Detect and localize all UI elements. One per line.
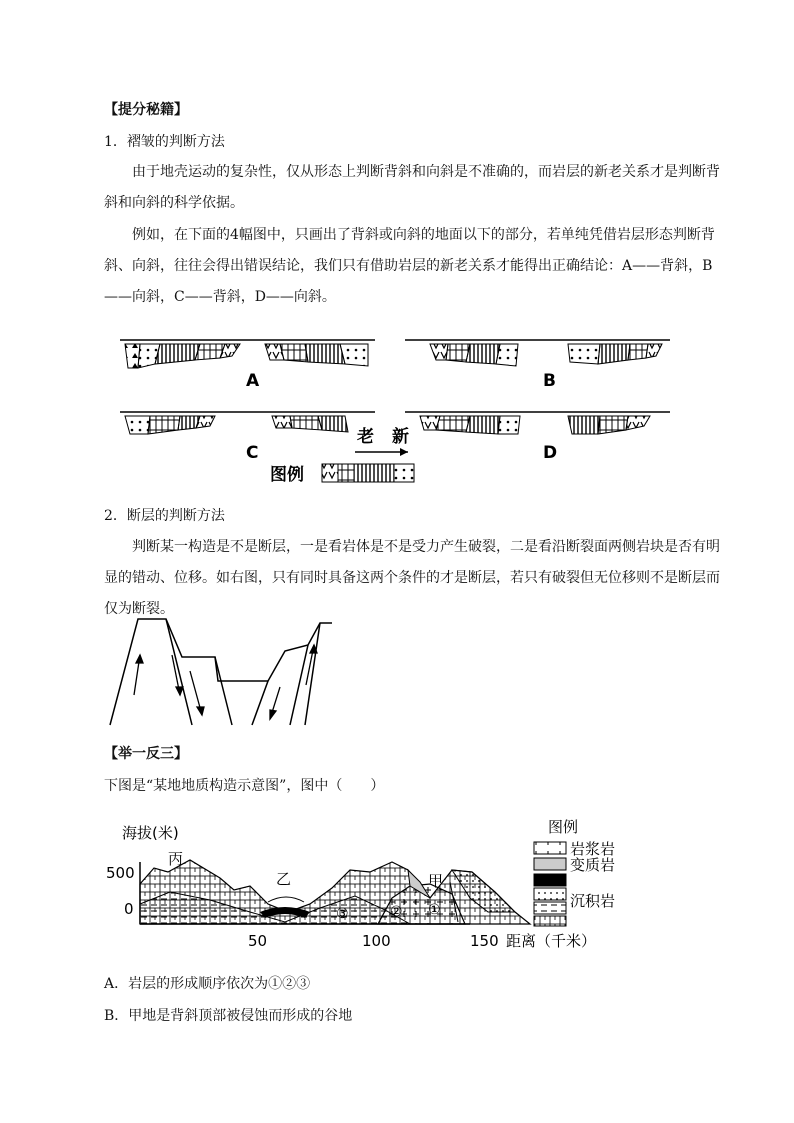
y-axis-label: 海拔(米) — [122, 824, 179, 842]
fold-label-c: C — [246, 443, 259, 463]
place-yi: 乙 — [276, 870, 292, 888]
legend-sedimentary: 沉积岩 — [570, 892, 616, 910]
legend-swatch-sed-4 — [534, 916, 566, 926]
mark-3: ③ — [336, 906, 349, 922]
heading-fold-method: 1．褶皱的判断方法 — [104, 134, 225, 150]
y-tick-0: 0 — [124, 900, 134, 918]
x-tick-100: 100 — [362, 932, 391, 950]
legend-swatch-igneous — [534, 842, 566, 854]
question-text: 下图是“某地地质构造示意图”，图中（ ） — [104, 778, 385, 794]
fold-label-d: D — [543, 443, 558, 463]
legend-metamorphic: 变质岩 — [570, 856, 616, 874]
x-tick-150: 150 — [470, 932, 499, 950]
mark-1: ① — [428, 902, 441, 918]
mark-2: ② — [390, 904, 403, 920]
geo-figure — [106, 812, 670, 962]
x-axis-label: 距离（千米） — [506, 932, 597, 950]
geo-legend-title: 图例 — [548, 818, 579, 836]
fold-figure — [0, 330, 794, 490]
fold-legend-swatches — [322, 464, 414, 482]
fault-figure — [110, 615, 340, 730]
place-jia: 甲 — [428, 872, 444, 890]
paragraph-fold-intro: 由于地壳运动的复杂性，仅从形态上判断背斜和向斜是不准确的，而岩层的新老关系才是判断背斜和向斜的科学依据。 — [104, 164, 720, 211]
y-tick-500: 500 — [106, 864, 135, 882]
legend-swatch-sed-3 — [534, 902, 566, 914]
heading-fault-method: 2．断层的判断方法 — [104, 508, 225, 524]
fold-label-a: A — [246, 371, 260, 391]
paragraph-fold-example: 例如，在下面的4幅图中，只画出了背斜或向斜的地面以下的部分，若单纯凭借岩层形态判断背斜、向斜，往往会得出错误结论，我们只有借助岩层的新老关系才能得出正确结论：A——背斜，B——向斜，C——背斜，D——向斜。 — [104, 227, 715, 305]
arrow-label-new: 新 — [392, 427, 409, 447]
place-bing: 丙 — [168, 850, 184, 868]
legend-swatch-sed-2 — [534, 888, 566, 900]
section-title-tips: 【提分秘籍】 — [104, 102, 188, 118]
arrow-label-old: 老 — [357, 427, 374, 447]
section-title-practice: 【举一反三】 — [104, 746, 188, 762]
fold-label-b: B — [543, 371, 556, 391]
option-a: A．岩层的形成顺序依次为①②③ — [104, 976, 311, 992]
option-b: B．甲地是背斜顶部被侵蚀而形成的谷地 — [104, 1008, 353, 1024]
x-tick-50: 50 — [248, 932, 268, 950]
fold-legend-label: 图例 — [270, 465, 304, 485]
paragraph-fault: 判断某一构造是不是断层，一是看岩体是不是受力产生破裂，二是看沿断裂面两侧岩块是否有明显的错动、位移。如右图，只有同时具备这两个条件的才是断层，若只有破裂但无位移则不是断层而仅为断裂。 — [104, 539, 720, 617]
legend-swatch-metamorphic — [534, 858, 566, 870]
legend-igneous: 岩浆岩 — [570, 840, 616, 858]
legend-swatch-sed-1 — [534, 874, 566, 886]
